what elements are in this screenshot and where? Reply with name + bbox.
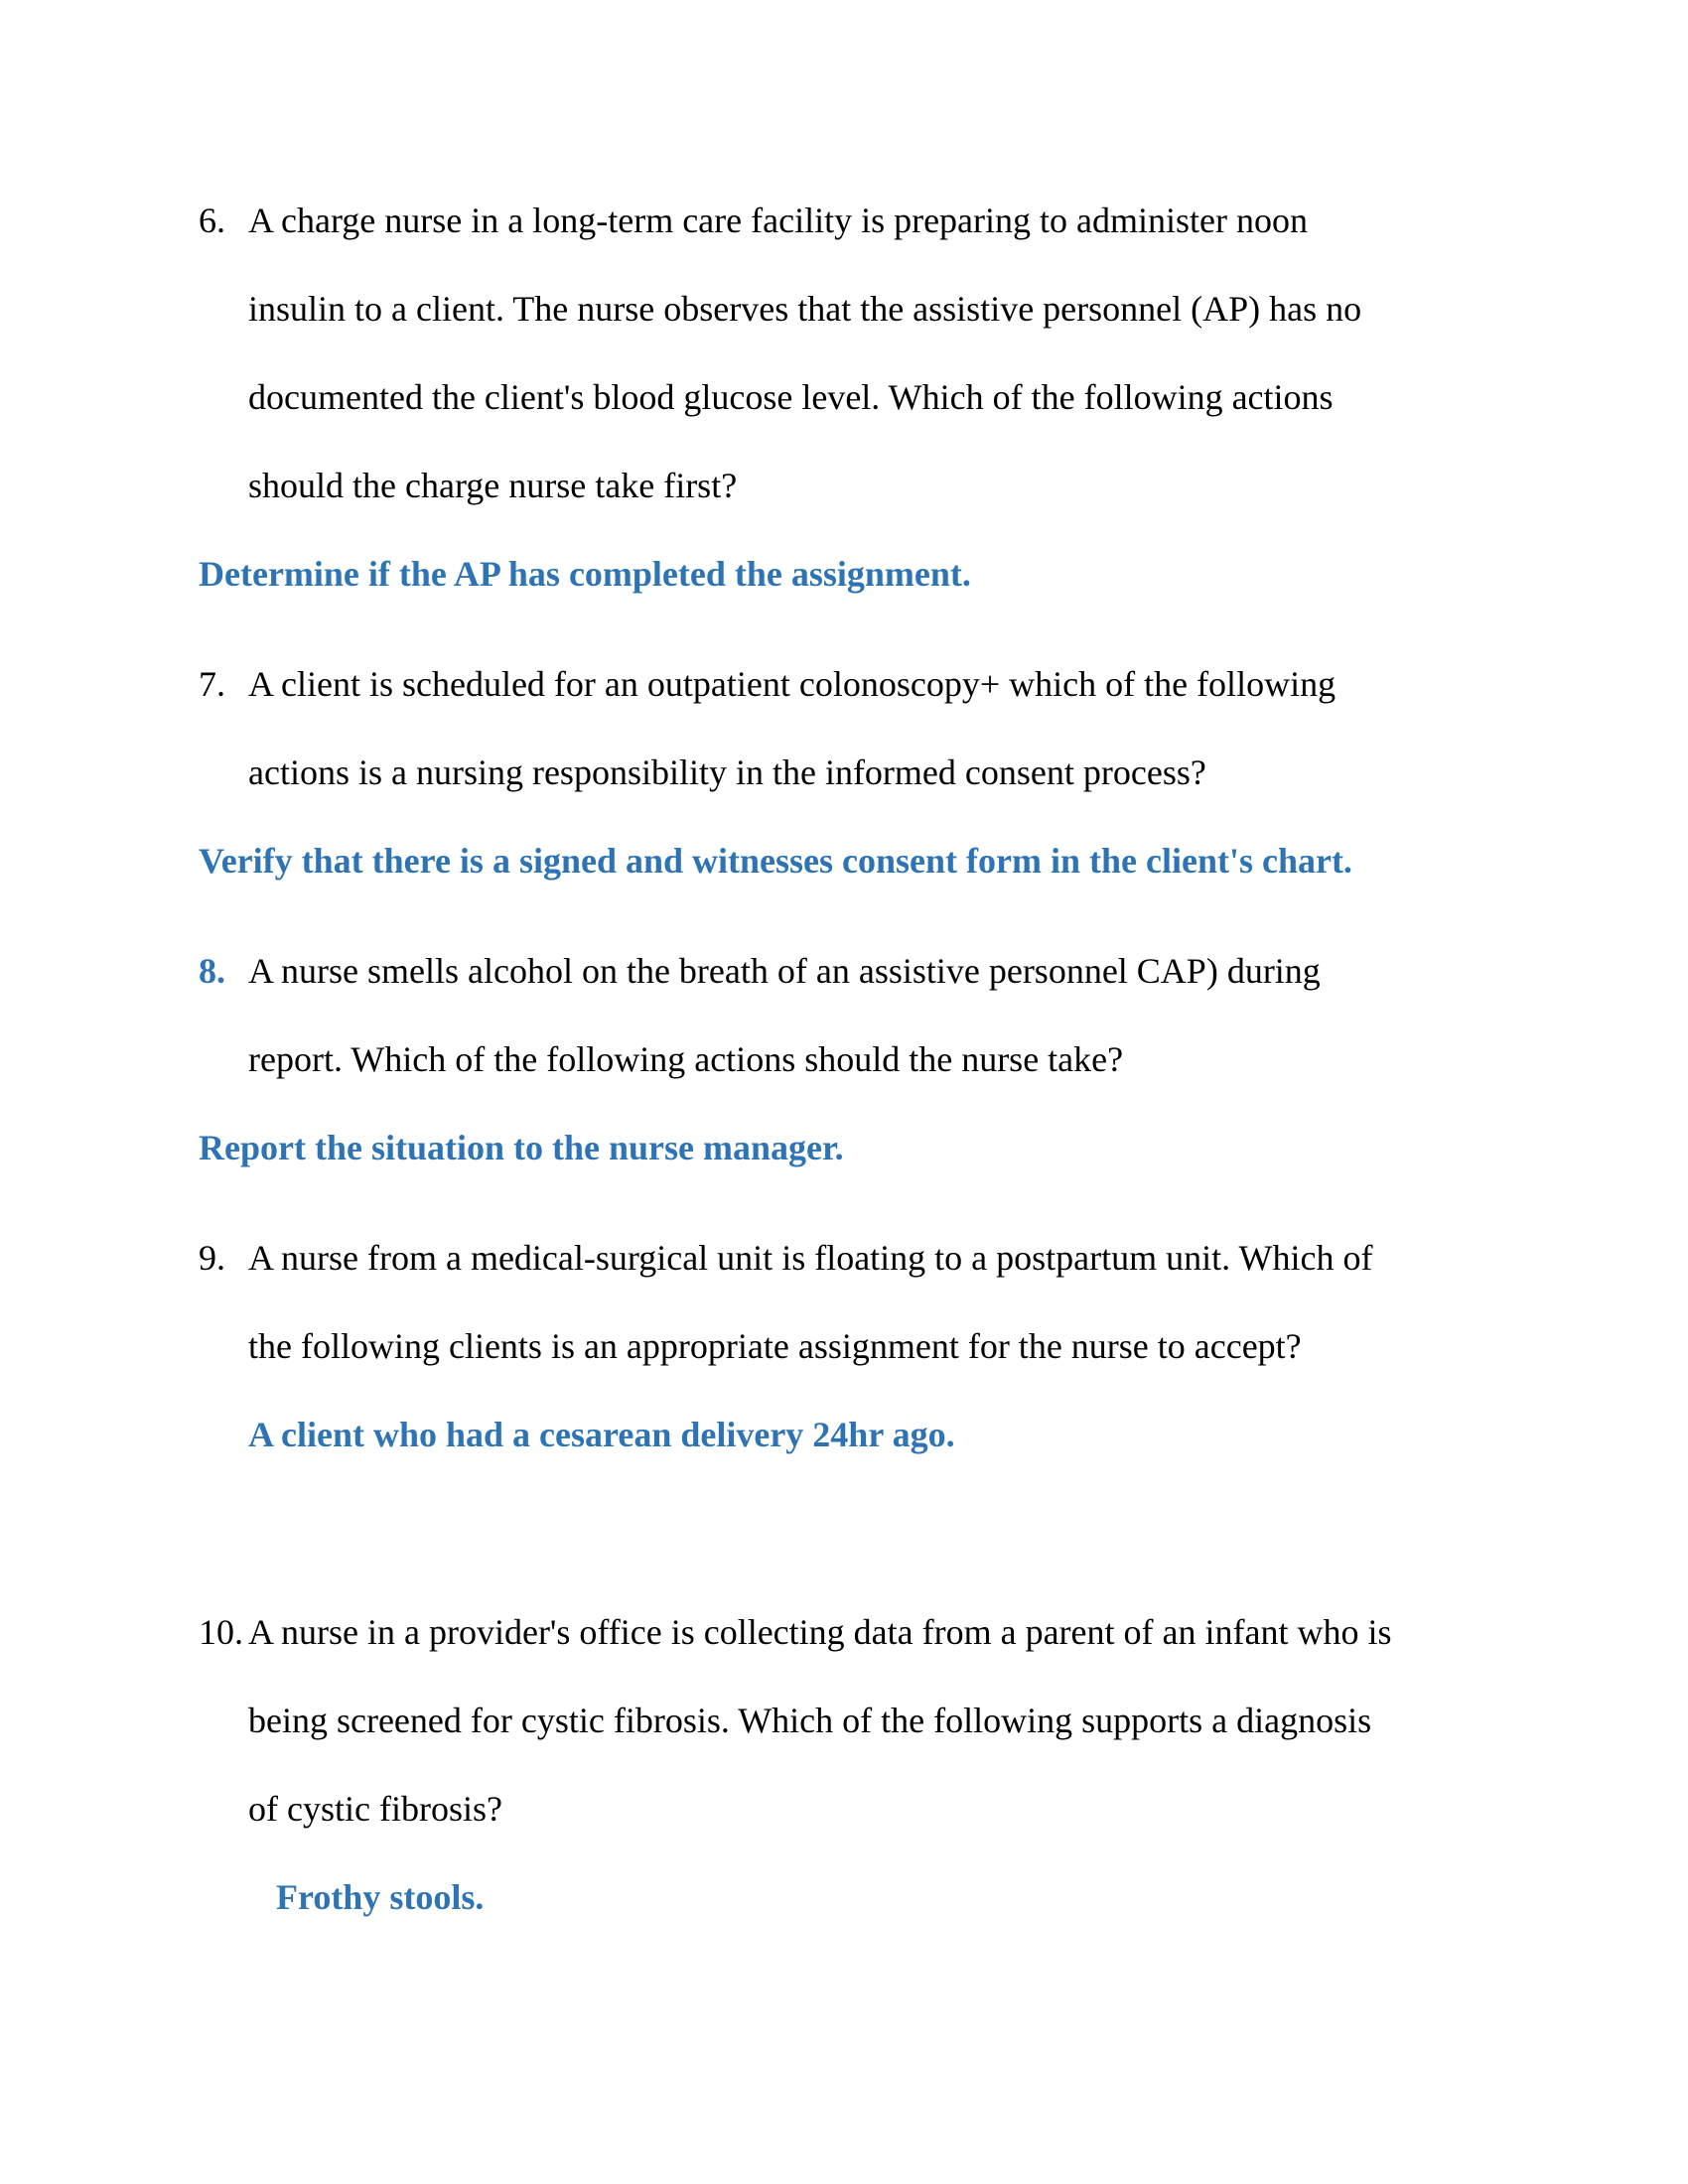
answer-text: A client who had a cesarean delivery 24hr ago. [248, 1415, 955, 1454]
question-number: 10. [199, 1612, 243, 1652]
question-text-line: actions is a nursing responsibility in the informed consent process? [248, 752, 1206, 792]
question-number: 7. [199, 664, 225, 704]
answer-text: Determine if the AP has completed the assignment. [199, 554, 971, 594]
question-text-line: the following clients is an appropriate assignment for the nurse to accept? [248, 1326, 1302, 1366]
question-text-line: insulin to a client. The nurse observes that the assistive personnel (AP) has no [248, 289, 1362, 329]
question-number: 8. [199, 951, 225, 991]
question-text-line: report. Which of the following actions should the nurse take? [248, 1039, 1124, 1079]
question-text-line: A charge nurse in a long-term care facility is preparing to administer noon [248, 201, 1308, 240]
question-text-line: should the charge nurse take first? [248, 466, 738, 505]
answer-text: Frothy stools. [276, 1877, 485, 1917]
question-text-line: A client is scheduled for an outpatient colonoscopy+ which of the following [248, 664, 1336, 704]
question-number: 9. [199, 1238, 225, 1278]
question-text-line: A nurse smells alcohol on the breath of an assistive personnel CAP) during [248, 951, 1321, 991]
question-text-line: documented the client's blood glucose level. Which of the following actions [248, 377, 1334, 417]
answer-text: Verify that there is a signed and witnesses consent form in the client's chart. [199, 841, 1352, 881]
question-text-line: A nurse in a provider's office is collecting data from a parent of an infant who is [248, 1612, 1392, 1652]
answer-text: Report the situation to the nurse manager. [199, 1128, 844, 1167]
question-text-line: being screened for cystic fibrosis. Which of the following supports a diagnosis [248, 1701, 1372, 1740]
question-text-line: of cystic fibrosis? [248, 1789, 502, 1829]
question-text-line: A nurse from a medical-surgical unit is floating to a postpartum unit. Which of [248, 1238, 1373, 1278]
question-number: 6. [199, 201, 225, 240]
